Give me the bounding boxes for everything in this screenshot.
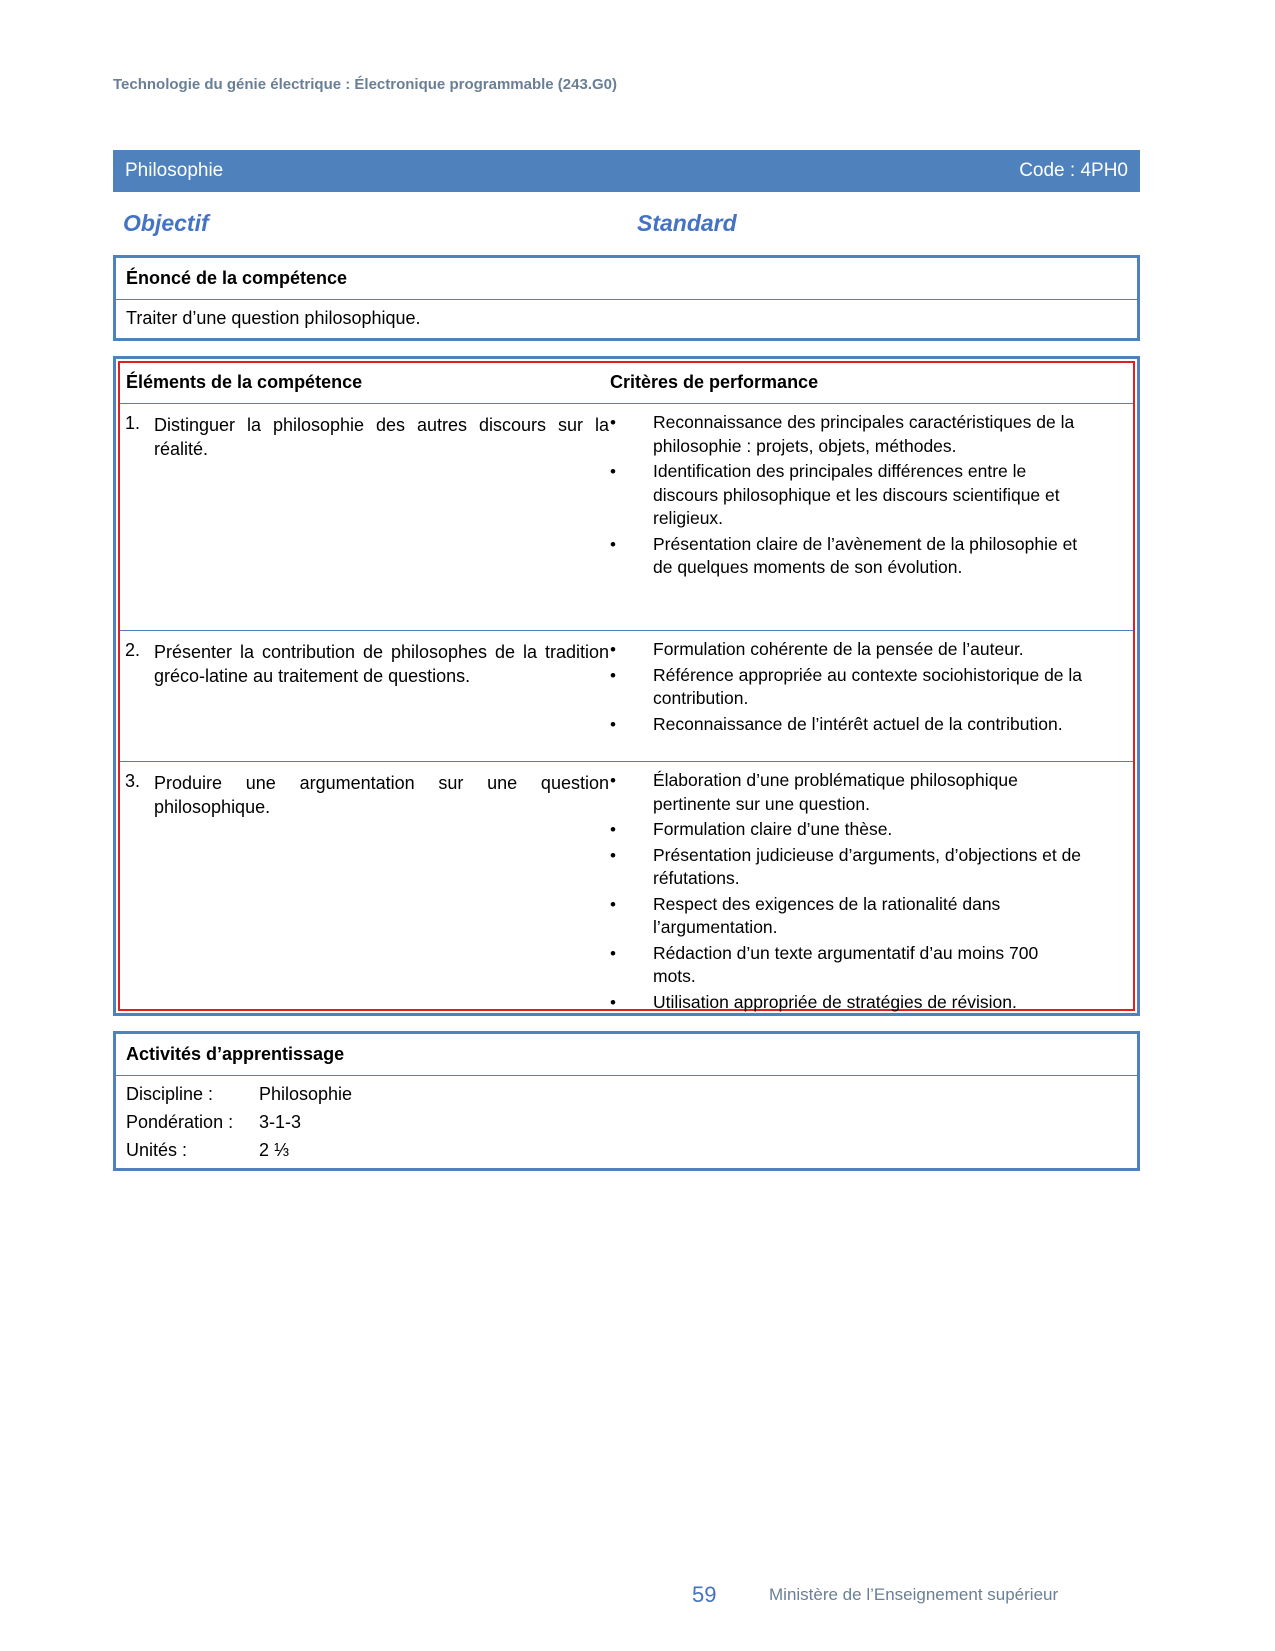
bullet-icon: • — [610, 992, 616, 1012]
element-text: Produire une argumentation sur une question philosophique. — [154, 773, 609, 817]
table-header-row — [120, 363, 1133, 404]
criterion-item: • Rédaction d’un texte argumentatif d’au moins 700 mots. — [610, 942, 1039, 986]
weighting-row — [126, 1108, 1127, 1136]
table-row — [120, 762, 1133, 1012]
element-number: 1. — [125, 413, 141, 433]
bullet-icon: • — [610, 820, 616, 839]
running-header: Technologie du génie électrique : Électronique programmable (243.G0) — [113, 76, 617, 93]
element-text: Présenter la contribution de philosophes de la tradition gréco-latine au traitement de questions. — [154, 642, 609, 686]
activities-box — [113, 1031, 1140, 1171]
col-header-elements: Éléments de la compétence — [126, 372, 363, 392]
competence-statement: Traiter d’une question philosophique. — [126, 308, 421, 328]
discipline-value: Philosophie — [259, 1084, 353, 1104]
activities-heading: Activités d’apprentissage — [116, 1034, 1137, 1076]
bullet-icon: • — [610, 534, 616, 554]
criterion-item: • Présentation claire de l’avènement de la philosophie et de quelques moments de son évolution. — [610, 533, 1078, 577]
criterion-item: • Formulation claire d’une thèse. — [610, 818, 1085, 842]
criterion-item: • Utilisation appropriée de stratégies de révision. — [610, 991, 1085, 1015]
bullet-icon: • — [610, 462, 616, 481]
objective-heading: Objectif — [123, 210, 209, 236]
element-text: Distinguer la philosophie des autres discours sur la réalité. — [154, 415, 609, 459]
units-label: Unités : — [126, 1140, 188, 1160]
table-frame — [118, 361, 1135, 1011]
element-number: 2. — [125, 640, 141, 660]
activities-body — [116, 1076, 1137, 1172]
discipline-label: Discipline : — [126, 1084, 214, 1104]
criterion-item: • Respect des exigences de la rationalité dans l’argumentation. — [610, 893, 1001, 937]
criterion-item: • Formulation cohérente de la pensée de l’auteur. — [610, 638, 1085, 662]
course-title-bar — [113, 150, 1140, 192]
bullet-icon: • — [610, 894, 616, 914]
table-row — [120, 631, 1133, 762]
criterion-item: • Élaboration d’une problématique philosophique pertinente sur une question. — [610, 770, 1018, 814]
course-code: Code : 4PH0 — [1019, 160, 1128, 181]
standard-heading: Standard — [637, 210, 737, 236]
bullet-icon: • — [610, 771, 616, 790]
bullet-icon: • — [610, 943, 616, 963]
elements-criteria-table — [113, 356, 1140, 1016]
weighting-label: Pondération : — [126, 1112, 234, 1132]
table-row — [120, 404, 1133, 631]
criterion-item: • Identification des principales différences entre le discours philosophique et les discours scientifique et religieux. — [610, 461, 1060, 528]
weighting-value: 3-1-3 — [259, 1112, 302, 1132]
units-row — [126, 1136, 1127, 1164]
criterion-item: • Présentation judicieuse d’arguments, d’objections et de réfutations. — [610, 844, 1082, 888]
criterion-item: • Référence appropriée au contexte sociohistorique de la contribution. — [610, 664, 1083, 708]
element-number: 3. — [125, 771, 141, 791]
course-name: Philosophie — [125, 160, 224, 181]
criteria-list — [610, 411, 1085, 582]
units-value: 2 ⅓ — [259, 1140, 290, 1160]
page-number: 59 — [692, 1582, 717, 1607]
col-header-criteria: Critères de performance — [610, 372, 819, 392]
bullet-icon: • — [610, 665, 616, 685]
criteria-list — [610, 769, 1085, 1016]
criterion-item: • Reconnaissance des principales caractéristiques de la philosophie : projets, objets, méthodes. — [610, 412, 1075, 456]
bullet-icon: • — [610, 640, 616, 659]
competence-box — [113, 255, 1140, 341]
bullet-icon: • — [610, 845, 616, 865]
competence-heading: Énoncé de la compétence — [116, 258, 1137, 300]
criteria-list — [610, 638, 1085, 738]
bullet-icon: • — [610, 413, 616, 432]
discipline-row — [126, 1080, 1127, 1108]
criterion-item: • Reconnaissance de l’intérêt actuel de la contribution. — [610, 713, 1085, 737]
footer-ministry: Ministère de l’Enseignement supérieur — [769, 1585, 1059, 1604]
bullet-icon: • — [610, 714, 616, 734]
